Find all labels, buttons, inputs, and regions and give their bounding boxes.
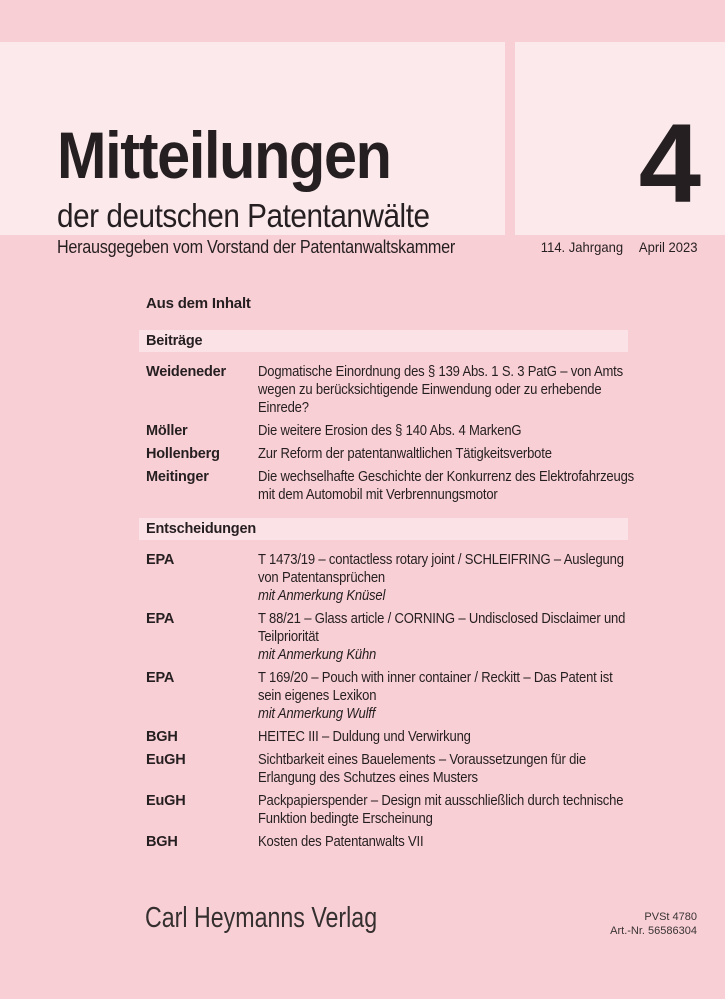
publisher-name: Carl Heymanns Verlag [145,902,378,934]
toc-row [139,669,628,723]
toc-row [139,751,628,787]
toc-row [139,422,628,440]
toc-heading: Aus dem Inhalt [146,295,251,312]
toc-annotation: mit Anmerkung Kühn [258,647,377,663]
volume-label: 114. Jahrgang [541,239,624,255]
toc-source: EPA [146,552,175,568]
toc-source: EPA [146,670,175,686]
toc-source: Hollenberg [146,446,220,462]
postal-id: PVSt 4780 [644,911,697,923]
toc-row [139,792,628,828]
table-of-contents [139,295,635,856]
section-header-entscheidungen: Entscheidungen [139,518,628,540]
toc-title: Kosten des Patentanwalts VII [258,834,424,850]
toc-title: T 1473/19 – contactless rotary joint / SCHLEIFRING – Auslegung von Patentansprüchen [258,552,624,586]
toc-source: BGH [146,729,178,745]
issue-panel [515,42,725,255]
toc-annotation: mit Anmerkung Knüsel [258,588,386,604]
toc-row [139,363,628,417]
toc-annotation: mit Anmerkung Wulff [258,706,376,722]
toc-source: Meitinger [146,469,209,485]
toc-source: EuGH [146,752,186,768]
toc-title: T 88/21 – Glass article / CORNING – Undisclosed Disclaimer und Teilpriorität [258,611,626,645]
toc-title: T 169/20 – Pouch with inner container / Reckitt – Das Patent ist sein eigenes Lexikon [258,670,613,704]
toc-row [139,468,635,504]
masthead-panel [0,42,505,257]
toc-source: Möller [146,423,188,439]
toc-source: Weideneder [146,364,226,380]
article-number: Art.-Nr. 56586304 [610,924,697,937]
toc-row [139,445,628,463]
toc-source: EuGH [146,793,186,809]
publisher-line: Herausgegeben vom Vorstand der Patentanwaltskammer [57,237,456,257]
issue-number: 4 [638,101,701,226]
toc-title: Die weitere Erosion des § 140 Abs. 4 MarkenG [258,423,522,439]
volume-date-line [541,239,698,255]
toc-source: BGH [146,834,178,850]
journal-title: Mitteilungen [57,118,391,192]
toc-title: Dogmatische Einordnung des § 139 Abs. 1 S. 3 PatG – von Amts wegen zu berücksichtigende Einwendung oder zu erhebende Einrede? [258,364,623,416]
toc-title: Die wechselhafte Geschichte der Konkurrenz des Elektrofahrzeugs mit dem Automobil mit Verbrennungsmotor [258,469,635,503]
toc-row [139,833,628,851]
journal-subtitle: der deutschen Patentanwälte [57,197,430,234]
toc-title: Sichtbarkeit eines Bauelements – Voraussetzungen für die Erlangung des Schutzes eines Musters [258,752,586,786]
issue-date: April 2023 [639,239,698,255]
toc-title: Packpapierspender – Design mit ausschließlich durch technische Funktion bedingte Erscheinung [258,793,624,827]
toc-title: HEITEC III – Duldung und Verwirkung [258,729,471,745]
toc-row [139,551,628,605]
footer-codes [610,911,697,938]
section-header-beitraege: Beiträge [139,330,628,352]
toc-row [139,728,628,746]
toc-source: EPA [146,611,175,627]
toc-title: Zur Reform der patentanwaltlichen Tätigkeitsverbote [258,446,552,462]
toc-row [139,610,628,664]
